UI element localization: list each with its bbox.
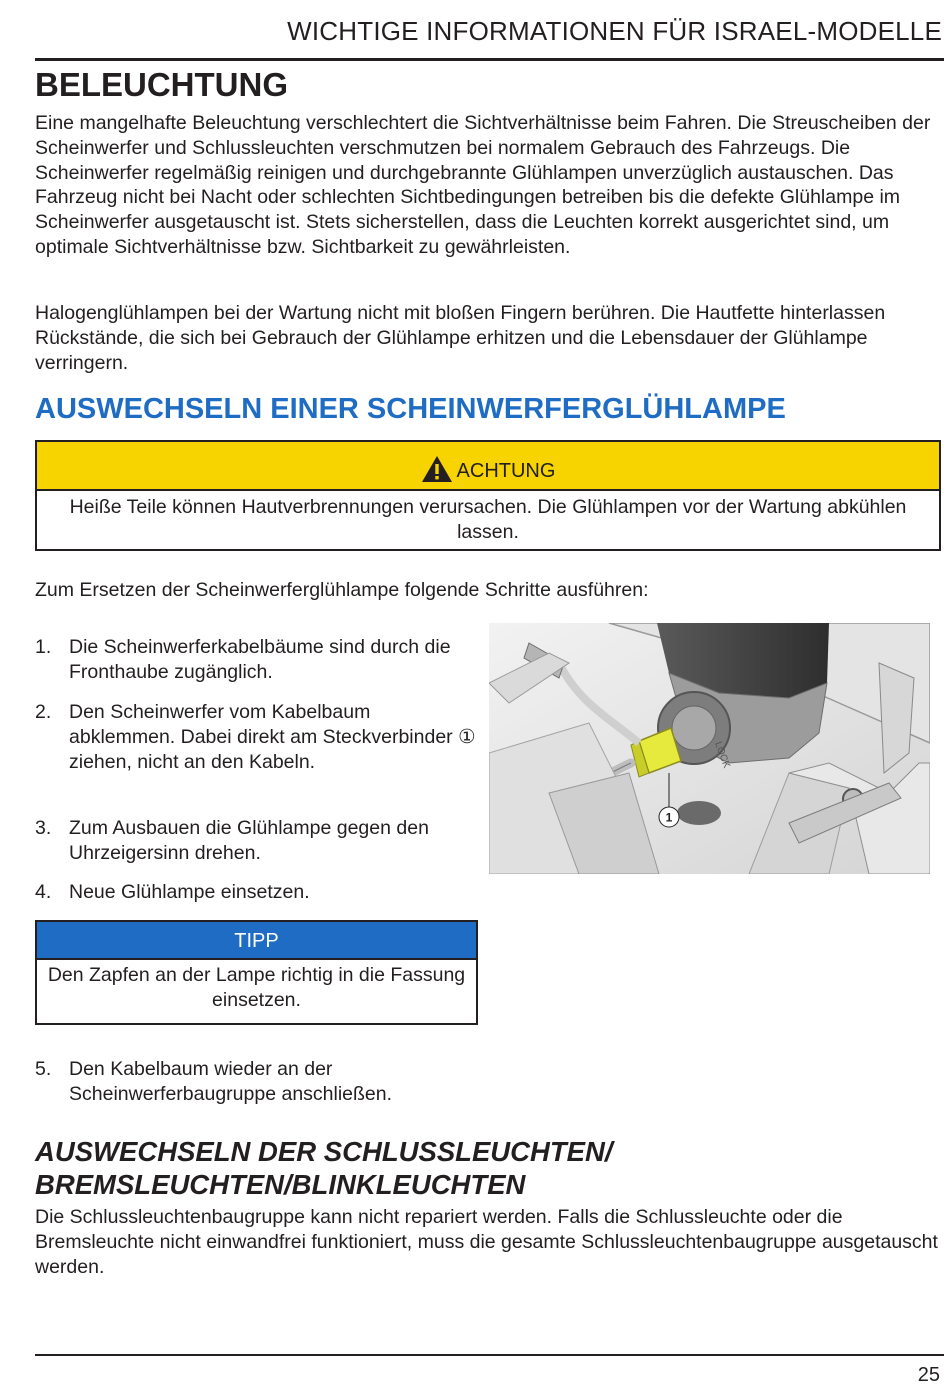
steps-intro: Zum Ersetzen der Scheinwerferglühlampe folgende Schritte ausführen: — [35, 579, 649, 601]
tip-box — [35, 920, 478, 1025]
step-text: Den Kabelbaum wieder an der Scheinwerferbaugruppe anschließen. — [69, 1058, 393, 1105]
step-number: 5. — [35, 1058, 52, 1080]
headlamp-heading: AUSWECHSELN EINER SCHEINWERFERGLÜHLAMPE — [35, 393, 786, 425]
taillight-heading — [35, 1135, 935, 1201]
headlamp-photo — [489, 623, 930, 874]
caution-box — [35, 440, 941, 551]
step-number: 2. — [35, 701, 52, 723]
step-text: Zum Ausbauen die Glühlampe gegen den Uhrzeigersinn drehen. — [69, 817, 429, 864]
step-number: 1. — [35, 636, 52, 658]
step-item — [35, 635, 480, 685]
step-number: 3. — [35, 817, 52, 839]
photo-callout-number: 1 — [665, 810, 673, 825]
step-text: Den Scheinwerfer vom Kabelbaum abklemmen. Dabei direkt am Steckverbinder ① ziehen, nicht an den Kabeln. — [69, 701, 476, 773]
step-item — [35, 880, 480, 905]
caution-label: ACHTUNG — [456, 460, 556, 482]
taillight-heading-line-2: BREMSLEUCHTEN/BLINKLEUCHTEN — [35, 1169, 526, 1200]
caution-text: Heiße Teile können Hautverbrennungen verursachen. Die Glühlampen vor der Wartung abkühlen lassen. — [69, 496, 907, 543]
page-number: 25 — [917, 1364, 940, 1386]
step-item — [35, 816, 480, 866]
taillight-paragraph: Die Schlussleuchtenbaugruppe kann nicht repariert werden. Falls die Schlussleuchte oder die Bremsleuchte nicht einwandfrei funktioniert, muss die gesamte Schlussleuchtenbaugruppe ausgetauscht werden. — [35, 1206, 938, 1278]
bulb-lock-label: LOCK — [712, 740, 732, 770]
taillight-heading-line-1: AUSWECHSELN DER SCHLUSSLEUCHTEN/ — [35, 1136, 613, 1167]
tip-text: Den Zapfen an der Lampe richtig in die Fassung einsetzen. — [47, 964, 466, 1011]
step-item — [35, 700, 480, 774]
warning-triangle-icon — [421, 455, 453, 483]
page-header-title: WICHTIGE INFORMATIONEN FÜR ISRAEL-MODELLE — [287, 16, 942, 46]
lighting-paragraph-1: Eine mangelhafte Beleuchtung verschlechtert die Sichtverhältnisse beim Fahren. Die Streuscheiben der Scheinwerfer und Schlussleuchten verschmutzen bei normalem Gebrauch des Fahrzeugs. Die Scheinwerfer regelmäßig reinigen und durchgebrannte Glühlampen unverzüglich austauschen. Das Fahrzeug nicht bei Nacht oder schlechten Sichtbedingungen betreiben bis die defekte Glühlampe im Scheinwerfer ausgetauscht ist. Stets sicherstellen, dass die Leuchten korrekt ausgerichtet sind, um optimale Sichtverhältnisse bzw. Sichtbarkeit zu gewährleisten. — [35, 112, 931, 258]
step-item — [35, 1057, 480, 1107]
caution-header — [37, 442, 939, 491]
lighting-heading: BELEUCHTUNG — [35, 66, 288, 103]
footer-divider — [35, 1354, 944, 1356]
step-number: 4. — [35, 881, 52, 903]
tip-header: TIPP — [37, 922, 476, 960]
step-text: Die Scheinwerferkabelbäume sind durch die Fronthaube zugänglich. — [69, 636, 451, 683]
lighting-paragraph-2: Halogenglühlampen bei der Wartung nicht mit bloßen Fingern berühren. Die Hautfette hinterlassen Rückstände, die sich bei Gebrauch der Glühlampe erhitzen und die Lebensdauer der Glühlampe verringern. — [35, 302, 886, 374]
step-text: Neue Glühlampe einsetzen. — [69, 881, 310, 903]
header-divider — [35, 58, 944, 61]
